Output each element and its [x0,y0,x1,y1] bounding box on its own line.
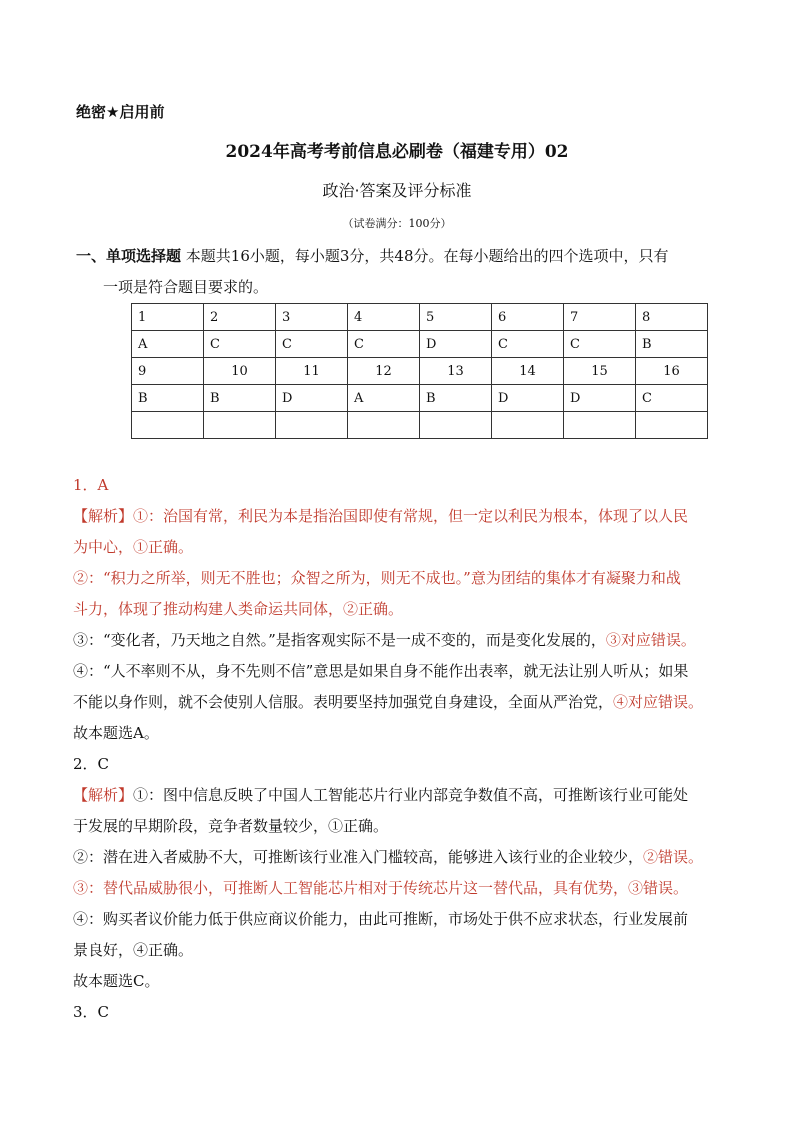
table-cell: D [564,385,636,412]
q1-line: 为中心，①正确。 [73,538,194,556]
table-cell [492,412,564,439]
table-cell [420,412,492,439]
table-cell: A [132,331,204,358]
section-desc: 本题共16小题，每小题3分，共48分。在每小题给出的四个选项中，只有 [181,247,669,265]
table-cell: C [492,331,564,358]
table-row [132,385,708,412]
page-subtitle: 政治·答案及评分标准 [322,181,472,200]
table-row [132,331,708,358]
q2-line: ③：替代品威胁很小，可推断人工智能芯片相对于传统芯片这一替代品，具有优势，③错误。 [73,879,689,897]
table-cell: 11 [276,358,348,385]
q1-line: ②：“积力之所举，则无不胜也；众智之所为，则无不成也。”意为团结的集体才有凝聚力和战 [73,569,681,587]
q1-answer [73,470,108,500]
table-cell: C [636,385,708,412]
answer-table [131,303,708,439]
table-cell: B [420,385,492,412]
table-cell: 8 [636,304,708,331]
q1-line: ④：“人不率则不从，身不先则不信”意思是如果自身不能作出表率，就无法让别人听从；如果 [73,662,689,680]
table-cell: B [636,331,708,358]
q1-text: 不能以身作则，就不会使别人信服。表明要坚持加强党自身建设，全面从严治党， [73,693,614,711]
analysis-tag: 【解析】 [73,786,134,804]
table-cell [132,412,204,439]
q1-line: 斗力，体现了推动构建人类命运共同体，②正确。 [73,600,404,618]
table-row [132,358,708,385]
table-cell: 9 [132,358,204,385]
table-cell: D [492,385,564,412]
q1-answer-text: 1．A [73,476,109,494]
q2-line: 景良好，④正确。 [73,941,194,959]
table-cell: 10 [204,358,276,385]
q3-answer: 3．C [73,1003,110,1021]
q1-text: ③：“变化者，乃天地之自然。”是指客观实际不是一成不变的，而是变化发展的， [73,631,606,649]
table-cell: C [276,331,348,358]
table-cell: B [132,385,204,412]
section-heading [76,245,669,266]
q2-verdict: ②错误。 [643,848,704,866]
table-row [132,304,708,331]
table-cell: 15 [564,358,636,385]
table-cell [348,412,420,439]
q1-line [73,687,703,717]
score-note: （试卷满分：100分） [342,217,452,230]
q1-text: ①：治国有常，利民为本是指治国即使有常规，但一定以利民为根本，体现了以人民 [133,507,689,525]
table-cell: B [204,385,276,412]
q2-text: ②：潜在进入者威胁不大，可推断该行业准入门槛较高，能够进入该行业的企业较少， [73,848,644,866]
table-cell: 5 [420,304,492,331]
table-cell: C [204,331,276,358]
table-cell: 3 [276,304,348,331]
table-cell: C [564,331,636,358]
section-label: 一、单项选择题 [76,247,182,265]
q1-conclusion: 故本题选A。 [73,724,159,742]
table-row [132,412,708,439]
table-cell: A [348,385,420,412]
table-cell: 1 [132,304,204,331]
table-cell: 2 [204,304,276,331]
table-cell: 4 [348,304,420,331]
table-cell: D [420,331,492,358]
q2-text: ①：图中信息反映了中国人工智能芯片行业内部竞争数值不高，可推断该行业可能处 [133,786,689,804]
table-cell: 12 [348,358,420,385]
confidential-label: 绝密★启用前 [76,103,165,121]
table-cell: 16 [636,358,708,385]
section-desc-cont: 一项是符合题目要求的。 [103,278,269,296]
analysis-tag: 【解析】 [73,507,134,525]
q1-verdict: ③对应错误。 [605,631,696,649]
table-cell: 7 [564,304,636,331]
q1-line [73,625,696,655]
table-cell: C [348,331,420,358]
table-cell [636,412,708,439]
q2-line: ④：购买者议价能力低于供应商议价能力，由此可推断，市场处于供不应求状态，行业发展前 [73,910,689,928]
table-cell [204,412,276,439]
q2-conclusion: 故本题选C。 [73,972,160,990]
q2-line [73,780,688,810]
table-cell: D [276,385,348,412]
table-cell [276,412,348,439]
table-cell: 13 [420,358,492,385]
q2-line: 于发展的早期阶段，竞争者数量较少，①正确。 [73,817,389,835]
q2-answer: 2．C [73,755,110,773]
q2-line [73,842,703,872]
table-cell [564,412,636,439]
page-title: 2024年高考考前信息必刷卷（福建专用）02 [225,142,569,162]
table-cell: 6 [492,304,564,331]
table-cell: 14 [492,358,564,385]
q1-line [73,501,688,531]
q1-verdict: ④对应错误。 [613,693,704,711]
